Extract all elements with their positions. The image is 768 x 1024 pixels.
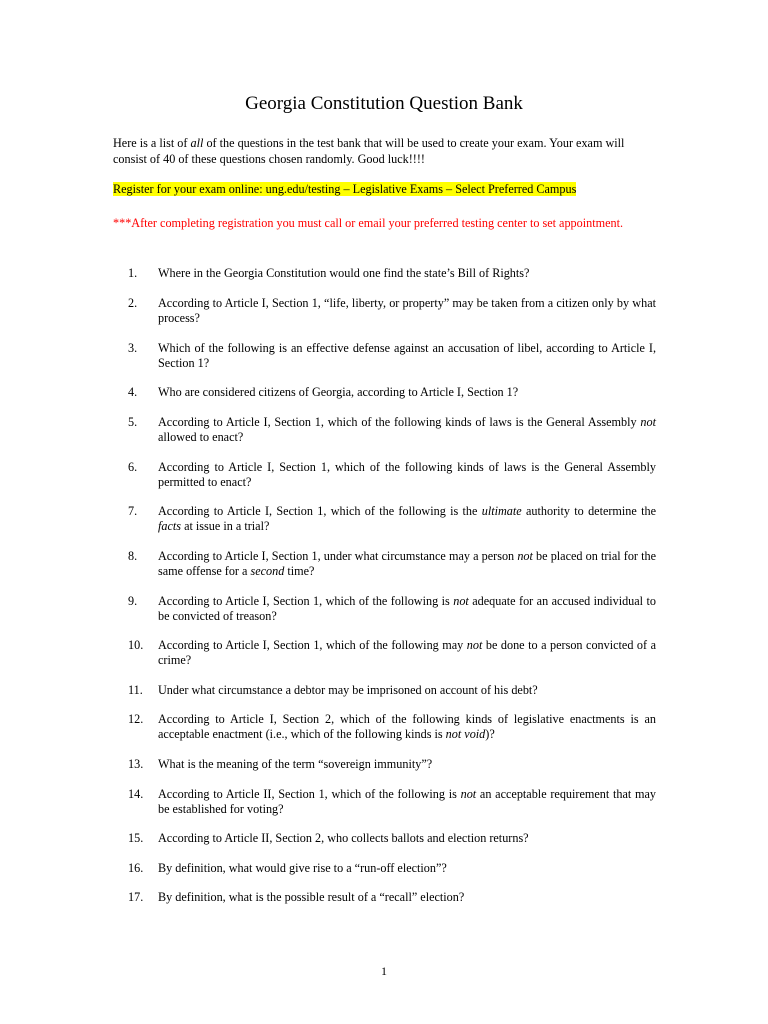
- question-text-part: )?: [485, 727, 495, 741]
- question-text-part: According to Article I, Section 1, which of the following may: [158, 638, 467, 652]
- question-number: 4.: [128, 385, 138, 399]
- question-emphasis: not void: [445, 727, 486, 741]
- question-text-part: be done to a person convicted of a crime?: [158, 638, 657, 667]
- question-text: [158, 594, 656, 624]
- question-text-part: According to Article I, Section 1, which of the following kinds of laws is the General Assembly: [158, 415, 641, 429]
- question-number: 10.: [128, 638, 144, 652]
- question-text: Who are considered citizens of Georgia, according to Article I, Section 1?: [158, 385, 519, 399]
- question-text: [158, 638, 656, 668]
- question-text: [158, 712, 656, 742]
- question-emphasis: not: [460, 787, 477, 801]
- question-number: 12.: [128, 712, 144, 726]
- question-text-part: adequate for an accused individual to be convicted of treason?: [158, 594, 656, 623]
- question-number: 5.: [128, 415, 138, 429]
- question-emphasis: not: [517, 549, 533, 563]
- question-number: 7.: [128, 504, 138, 518]
- question-number: 2.: [128, 296, 138, 310]
- question-text-part: According to Article I, Section 1, which of the following is: [158, 594, 454, 608]
- question-text-part: According to Article I, Section 1, under what circumstance may a person: [158, 549, 518, 563]
- question-number: 17.: [128, 890, 144, 904]
- question-emphasis: second: [250, 564, 285, 578]
- question-text: [158, 415, 656, 445]
- question-text-part: at issue in a trial?: [181, 519, 270, 533]
- question-number: 13.: [128, 757, 144, 771]
- question-text-part: time?: [284, 564, 315, 578]
- question-text: By definition, what is the possible result of a “recall” election?: [158, 890, 465, 904]
- question-text-part: be placed on trial for the same offense for a: [158, 549, 657, 578]
- question-number: 8.: [128, 549, 138, 563]
- question-emphasis: facts: [158, 519, 182, 533]
- question-number: 1.: [128, 266, 138, 280]
- question-text: According to Article II, Section 2, who collects ballots and election returns?: [158, 831, 529, 845]
- question-emphasis: ultimate: [481, 504, 522, 518]
- question-number: 14.: [128, 787, 144, 801]
- question-text: What is the meaning of the term “sovereign immunity”?: [158, 757, 433, 771]
- question-text-part: an acceptable requirement that may be established for voting?: [158, 787, 656, 816]
- question-text-part: authority to determine the: [521, 504, 656, 518]
- question-text: Where in the Georgia Constitution would one find the state’s Bill of Rights?: [158, 266, 530, 280]
- question-text-part: According to Article I, Section 1, which of the following is the: [158, 504, 482, 518]
- question-text: Which of the following is an effective defense against an accusation of libel, according to Article I, Section 1?: [158, 341, 656, 370]
- appointment-note: ***After completing registration you must call or email your preferred testing center to set appointment.: [113, 216, 624, 230]
- question-text: According to Article I, Section 1, which of the following kinds of laws is the General Assembly permitted to enact?: [158, 460, 656, 489]
- question-number: 11.: [128, 683, 143, 697]
- register-instructions: [113, 181, 576, 197]
- intro-paragraph: [113, 135, 658, 167]
- question-number: 9.: [128, 594, 138, 608]
- question-text-part: According to Article I, Section 2, which of the following kinds of legislative enactments is an acceptable enactment (i.e., which of the following kinds is: [158, 712, 656, 741]
- question-number: 15.: [128, 831, 144, 845]
- question-number: 6.: [128, 460, 138, 474]
- question-text: Under what circumstance a debtor may be imprisoned on account of his debt?: [158, 683, 538, 697]
- question-number: 3.: [128, 341, 138, 355]
- question-text-part: allowed to enact?: [158, 430, 244, 444]
- intro-italic: all: [190, 136, 204, 150]
- question-number: 16.: [128, 861, 144, 875]
- page-title: Georgia Constitution Question Bank: [245, 93, 523, 114]
- question-emphasis: not: [453, 594, 469, 608]
- question-emphasis: not: [640, 415, 656, 429]
- question-emphasis: not: [466, 638, 483, 652]
- register-highlight: Register for your exam online: ung.edu/testing – Legislative Exams – Select Preferred Campus: [113, 182, 577, 196]
- page-number: 1: [381, 964, 387, 978]
- question-text: [158, 504, 656, 534]
- question-text: By definition, what would give rise to a “run-off election”?: [158, 861, 447, 875]
- intro-text-1: Here is a list of: [113, 136, 191, 150]
- question-text-part: According to Article II, Section 1, which of the following is: [158, 787, 461, 801]
- question-text: [158, 787, 656, 817]
- question-text: According to Article I, Section 1, “life, liberty, or property” may be taken from a citizen only by what process?: [158, 296, 656, 325]
- intro-text-2: of the questions in the test bank that will be used to create your exam. Your exam will consist of 40 of these questions chosen randomly. Good luck!!!!: [113, 136, 625, 166]
- question-text: [158, 549, 656, 579]
